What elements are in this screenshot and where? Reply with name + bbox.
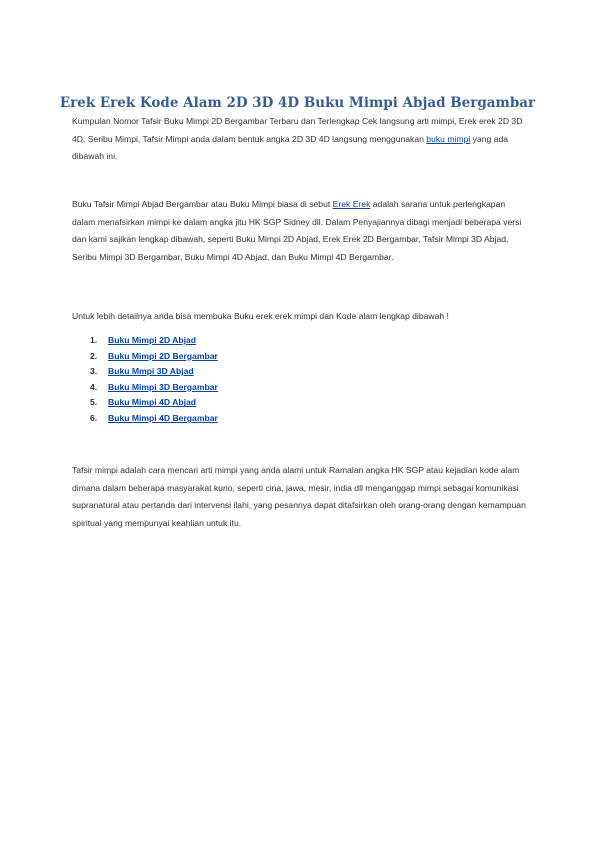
- list-item: [72, 395, 218, 411]
- list-item: [72, 364, 218, 380]
- link-buku-mimpi-3d-abjad[interactable]: Buku Mmpi 3D Abjad: [108, 366, 194, 377]
- buku-mimpi-link[interactable]: buku mimpi: [426, 133, 471, 144]
- links-list: [72, 333, 218, 427]
- description-paragraph: [72, 196, 527, 266]
- list-item: [72, 411, 218, 427]
- list-number: 3.: [90, 366, 98, 377]
- erek-erek-link[interactable]: Erek Erek: [332, 199, 371, 209]
- intro-text-before: Kumpulan Nomor Tafsir Buku Mimpi 2D Bergambar Terbaru dan Terlengkap Cek langsung arti mimpi, Erek erek 2D 3D 4D, Seribu Mimpi, Tafsir Mimpi anda dalam bentuk angka 2D 3D 4D langsung menggunakan: [72, 116, 523, 144]
- list-number: 6.: [90, 412, 98, 423]
- link-buku-mimpi-3d-bergambar[interactable]: Buku Mimpi 3D Bergambar: [108, 381, 218, 392]
- link-buku-mimpi-2d-abjad[interactable]: Buku Mimpi 2D Abjad: [108, 335, 197, 345]
- link-buku-mimpi-4d-abjad[interactable]: Buku Mimpi 4D Abjad: [108, 397, 197, 408]
- details-paragraph: Untuk lebih detailnya anda bisa membuka Buku erek erek mimpi dan Kode alam lengkap dibawah !: [72, 311, 449, 321]
- list-item: [72, 349, 218, 365]
- list-number: 5.: [90, 397, 98, 408]
- tafsir-paragraph: Tafsir mimpi adalah cara mencari arti mimpi yang anda alami untuk Ramalan angka HK SGP atau kejadian kode alam dimana dalam beberapa masyarakat kuno, seperti cina, jawa, mesir, india dll menganggap mimpi sebagai komunikasi supranatural atau pertanda dari intervensi ilahi, yang pesannya dapat ditafsirkan oleh orang-orang dengan kemampuan spiritual yang mempunyai keahlian untuk itu.: [72, 465, 526, 528]
- link-buku-mimpi-4d-bergambar[interactable]: Buku Mimpi 4D Bergambar: [108, 412, 218, 423]
- list-item: [72, 333, 218, 349]
- list-number: 2.: [90, 350, 98, 361]
- list-item: [72, 380, 218, 396]
- description-text-after: adalah sarana untuk perlengkapan dalam menafsirkan mimpi ke dalam angka jitu HK SGP Sidney dll. Dalam Penyajiannya dibagi menjadi beberapa versi dan kami sajikan lengkap dibawah, seperti Buku Mimpi 2D Abjad, Erek Erek 2D Bergambar, Tafsir Mimpi 3D Abjad, Seribu Mimpi 3D Bergambar, Buku Mimpi 4D Abjad, dan Buku Mimpi 4D Bergambar.: [72, 199, 522, 262]
- page-title: Erek Erek Kode Alam 2D 3D 4D Buku Mimpi Abjad Bergambar: [59, 95, 536, 111]
- intro-paragraph: [72, 113, 527, 166]
- link-buku-mimpi-2d-bergambar[interactable]: Buku Mimpi 2D Bergambar: [108, 350, 218, 361]
- list-number: 1.: [90, 335, 98, 345]
- description-text-before: Buku Tafsir Mimpi Abjad Bergambar atau Buku Mimpi biasa di sebut: [72, 199, 333, 209]
- list-number: 4.: [90, 381, 98, 392]
- intro-text-after: yang ada dibawah ini.: [72, 133, 508, 161]
